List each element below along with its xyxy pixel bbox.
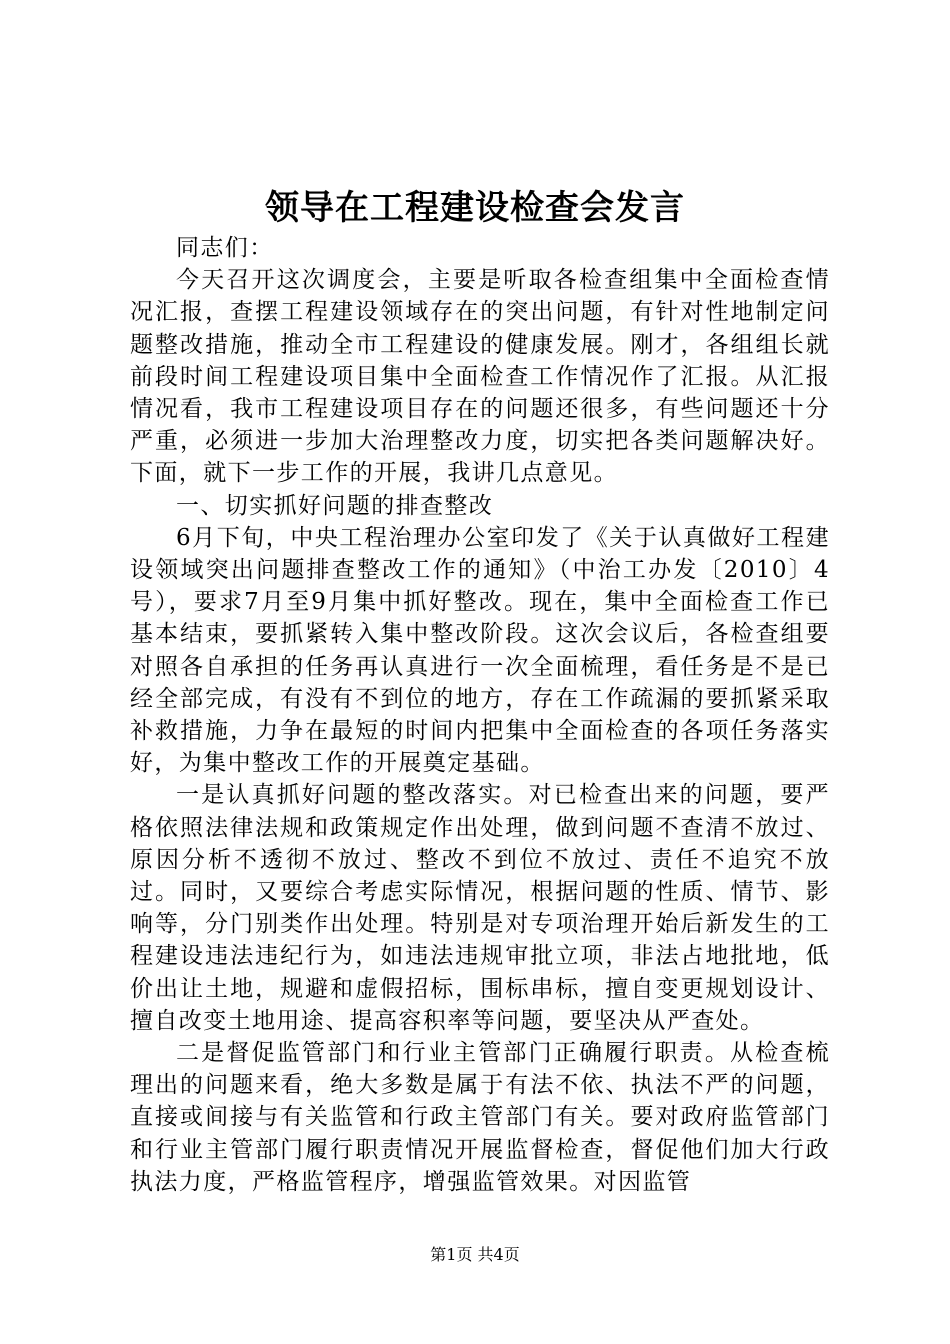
page-footer: 第1页 共4页 (430, 1245, 520, 1264)
document-title: 领导在工程建设检查会发言 (265, 188, 685, 228)
point-one-paragraph: 一是认真抓好问题的整改落实。对已检查出来的问题，要严格依照法律法规和政策规定作出处理，做到问题不查清不放过、原因分析不透彻不放过、整改不到位不放过、责任不追究不放过。同时，又要综合考虑实际情况，根据问题的性质、情节、影响等，分门别类作出处理。特别是对专项治理开始后新发生的工程建设违法违纪行为，如违法违规审批立项，非法占地批地，低价出让土地，规避和虚假招标，围标串标，擅自变更规划设计、擅自改变土地用途、提高容积率等问题，要坚决从严查处。 (130, 782, 830, 1034)
point-two-paragraph: 二是督促监管部门和行业主管部门正确履行职责。从检查梳理出的问题来看，绝大多数是属于有法不依、执法不严的问题，直接或间接与有关监管和行政主管部门有关。要对政府监管部门和行业主管部门履行职责情况开展监督检查，督促他们加大行政执法力度，严格监管程序，增强监管效果。对因监管 (130, 1040, 830, 1195)
section-paragraph: 6月下旬，中央工程治理办公室印发了《关于认真做好工程建设领域突出问题排查整改工作的通知》（中治工办发〔2010〕4号），要求7月至9月集中抓好整改。现在，集中全面检查工作已基本结束，要抓紧转入集中整改阶段。这次会议后，各检查组要对照各自承担的任务再认真进行一次全面梳理，看任务是不是已经全部完成，有没有不到位的地方，存在工作疏漏的要抓紧采取补救措施，力争在最短的时间内把集中全面检查的各项任务落实好，为集中整改工作的开展奠定基础。 (130, 524, 830, 777)
section-heading: 一、切实抓好问题的排查整改 (176, 492, 494, 519)
intro-paragraph: 今天召开这次调度会，主要是听取各检查组集中全面检查情况汇报，查摆工程建设领域存在的突出问题，有针对性地制定问题整改措施，推动全市工程建设的健康发展。刚才，各组组长就前段时间工程建设项目集中全面检查工作情况作了汇报。从汇报情况看，我市工程建设项目存在的问题还很多，有些问题还十分严重，必须进一步加大治理整改力度，切实把各类问题解决好。下面，就下一步工作的开展，我讲几点意见。 (130, 267, 830, 487)
salutation-paragraph: 同志们： (176, 235, 274, 261)
document-body (130, 232, 830, 1198)
